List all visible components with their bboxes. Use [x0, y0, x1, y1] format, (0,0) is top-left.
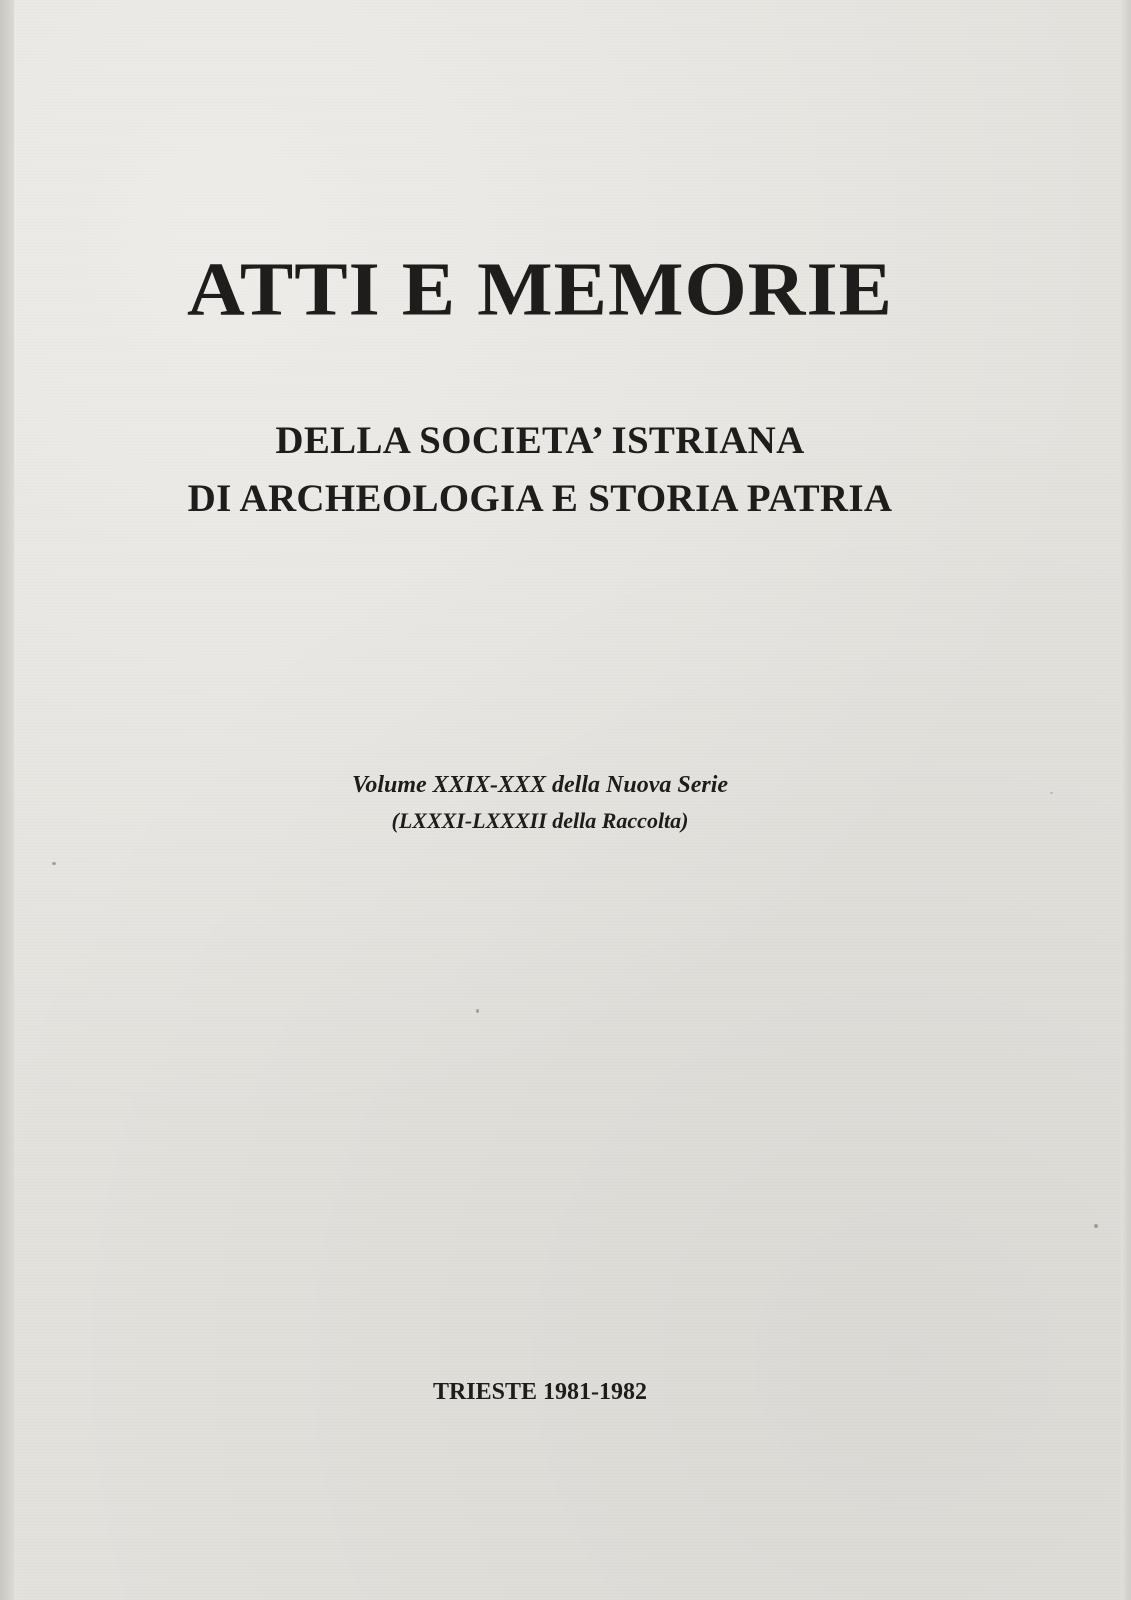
cover-title: ATTI E MEMORIE: [187, 248, 893, 332]
paper-speck: [52, 862, 56, 865]
volume-series-line: Volume XXIX-XXX della Nuova Serie: [351, 772, 729, 798]
volume-collection-line: (LXXXI-LXXXII della Raccolta): [391, 808, 689, 833]
paper-speck: [1050, 792, 1053, 794]
paper-speck: [476, 1009, 479, 1013]
paper-speck: [1094, 1224, 1098, 1228]
cover-subtitle-line-2: DI ARCHEOLOGIA E STORIA PATRIA: [187, 477, 893, 520]
place-and-date: TRIESTE 1981-1982: [432, 1379, 648, 1405]
cover-subtitle-line-1: DELLA SOCIETA’ ISTRIANA: [275, 419, 805, 462]
